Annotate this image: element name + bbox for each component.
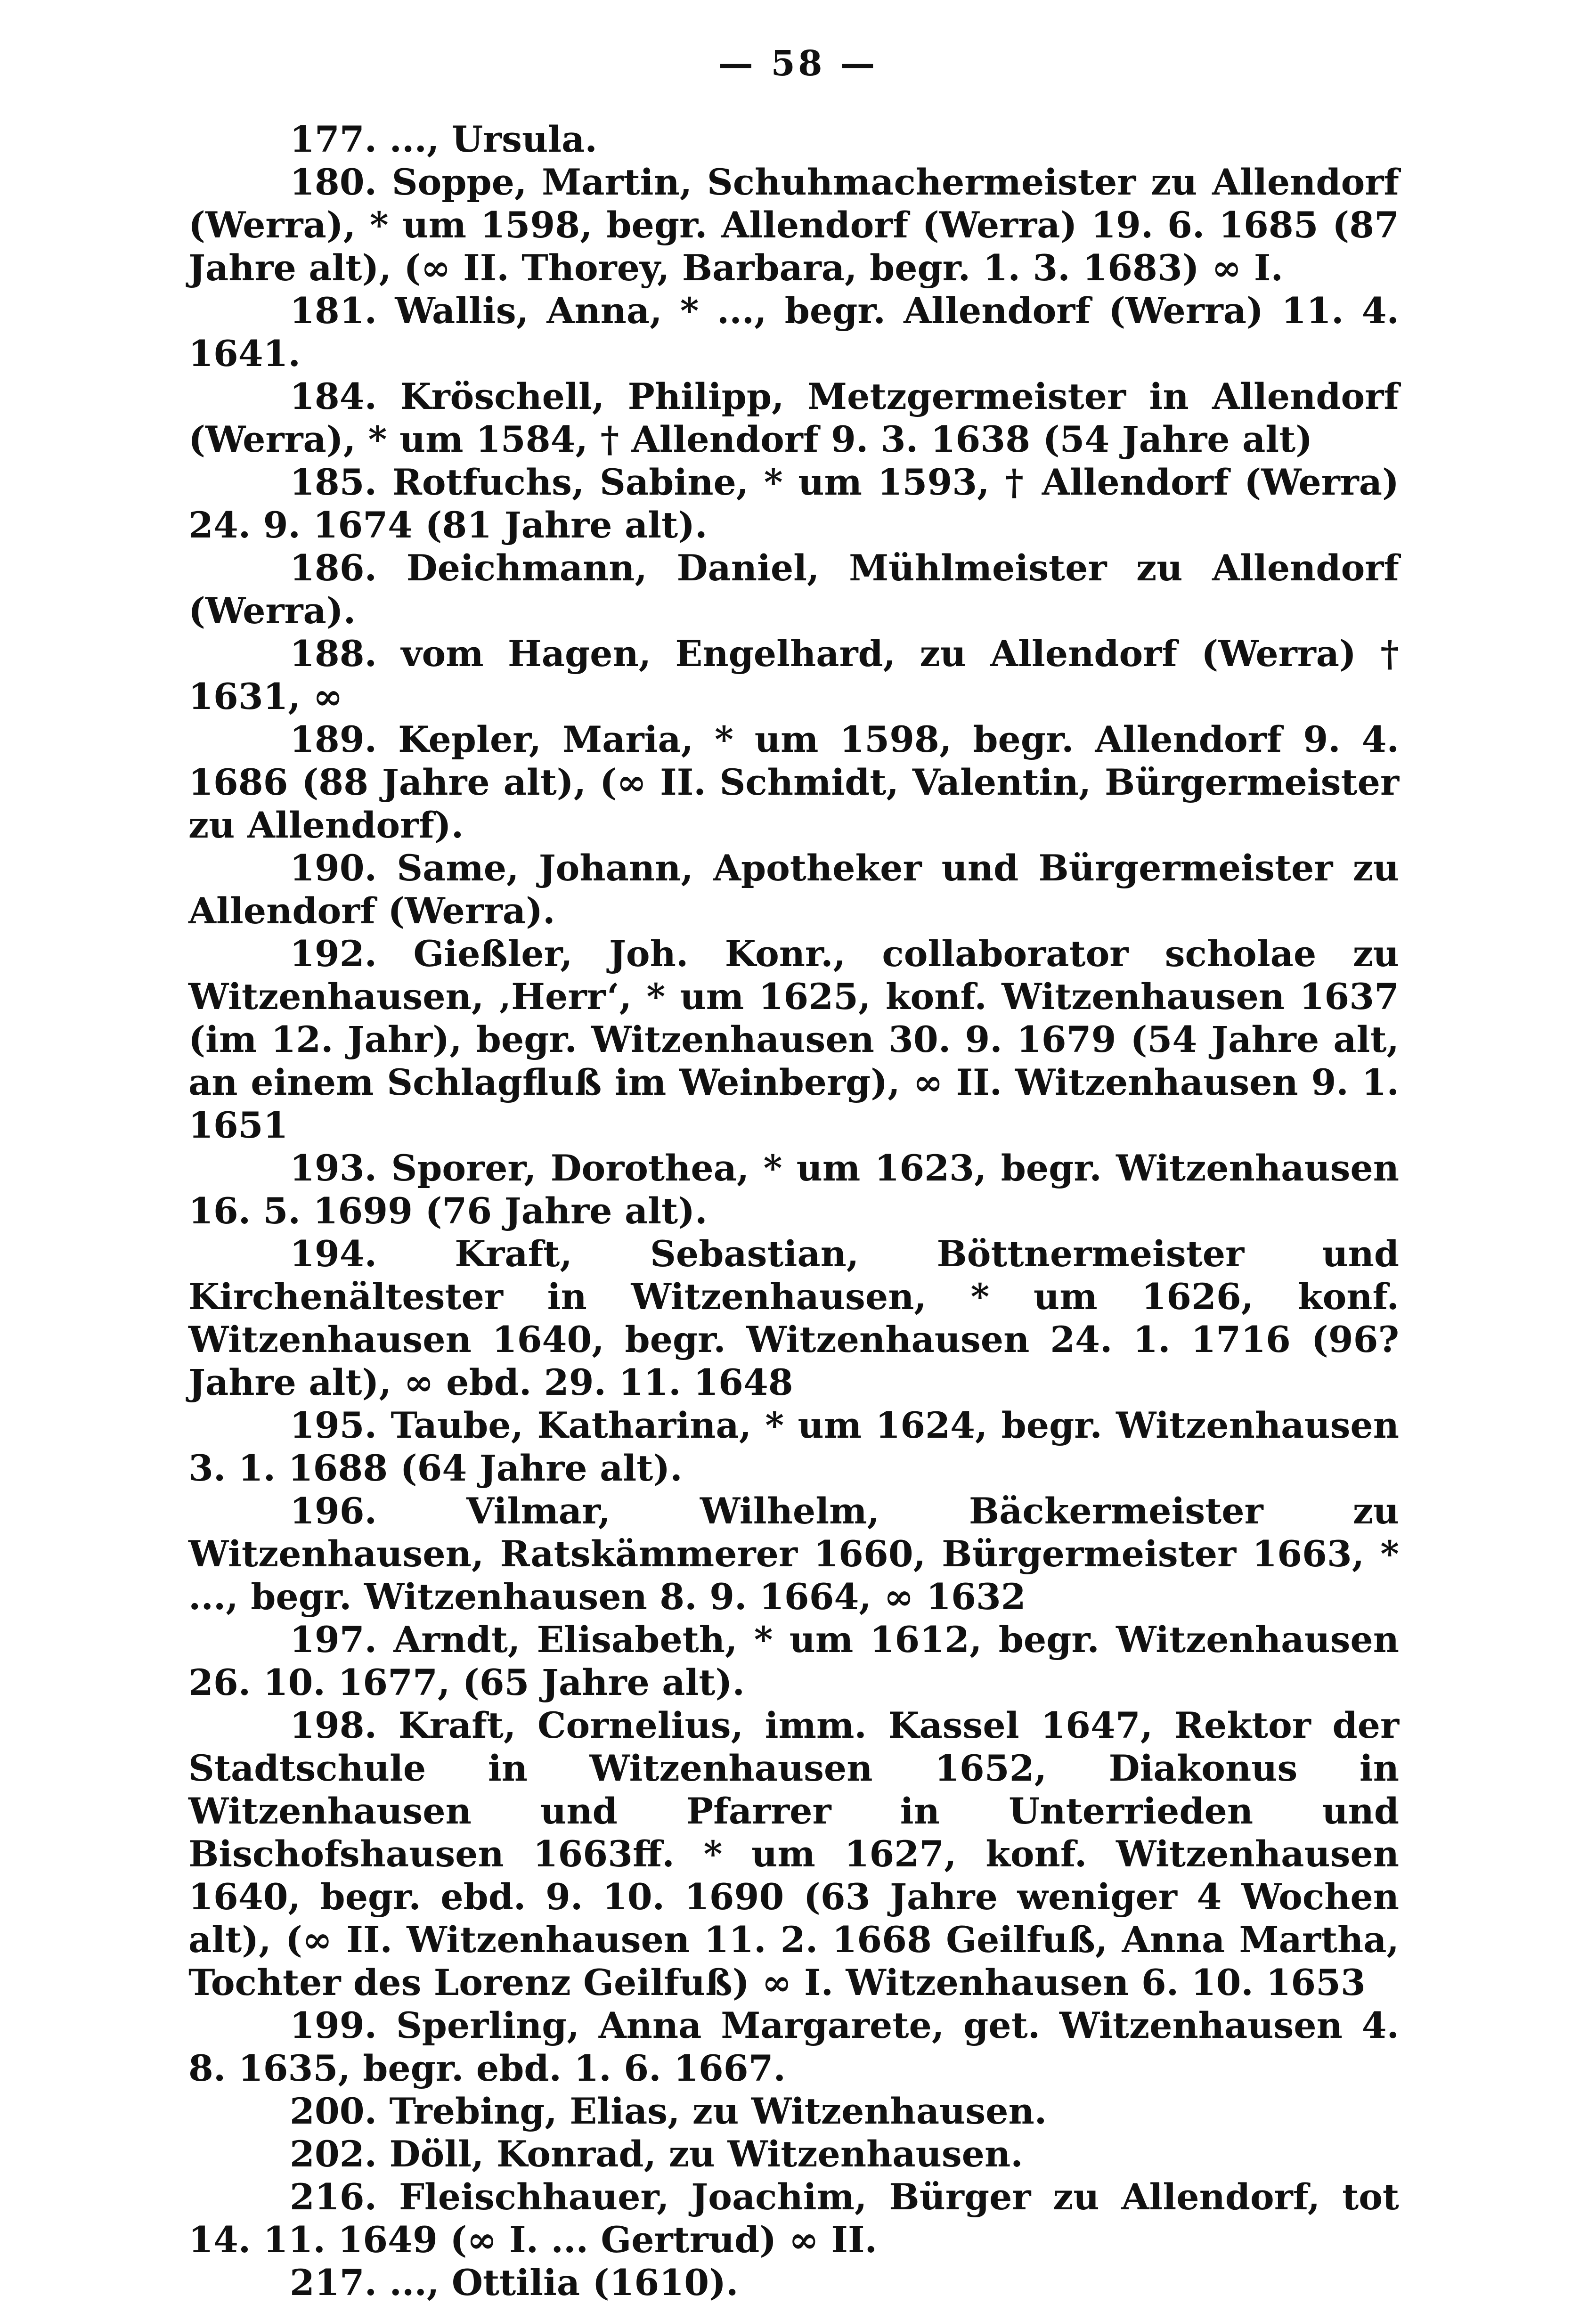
entry-184: 184. Kröschell, Philipp, Metzgermeister in Allendorf (Werra), * um 1584, † Allendorf 9. 3. 1638 (54 Jahre alt): [188, 375, 1399, 460]
entry-185: 185. Rotfuchs, Sabine, * um 1593, † Allendorf (Werra) 24. 9. 1674 (81 Jahre alt).: [188, 461, 1399, 546]
entry-190: 190. Same, Johann, Apotheker und Bürgermeister zu Allendorf (Werra).: [188, 847, 1399, 932]
page-number: — 58 —: [718, 43, 878, 84]
genealogy-entry-list: [188, 118, 1399, 2304]
entry-198: 198. Kraft, Cornelius, imm. Kassel 1647, Rektor der Stadtschule in Witzenhausen 1652, Diakonus in Witzenhausen und Pfarrer in Unterrieden und Bischofshausen 1663ff. * um 1627, konf. Witzenhausen 1640, begr. ebd. 9. 10. 1690 (63 Jahre weniger 4 Wochen alt), (∞ II. Witzenhausen 11. 2. 1668 Geilfuß, Anna Martha, Tochter des Lorenz Geilfuß) ∞ I. Witzenhausen 6. 10. 1653: [188, 1704, 1399, 2003]
entry-195: 195. Taube, Katharina, * um 1624, begr. Witzenhausen 3. 1. 1688 (64 Jahre alt).: [188, 1404, 1399, 1489]
entry-189: 189. Kepler, Maria, * um 1598, begr. Allendorf 9. 4. 1686 (88 Jahre alt), (∞ II. Schmidt, Valentin, Bürgermeister zu Allendorf).: [188, 718, 1399, 846]
entry-197: 197. Arndt, Elisabeth, * um 1612, begr. Witzenhausen 26. 10. 1677, (65 Jahre alt).: [188, 1619, 1399, 1703]
entry-193: 193. Sporer, Dorothea, * um 1623, begr. Witzenhausen 16. 5. 1699 (76 Jahre alt).: [188, 1147, 1399, 1232]
entry-216: 216. Fleischhauer, Joachim, Bürger zu Allendorf, tot 14. 11. 1649 (∞ I. ... Gertrud) ∞ II.: [188, 2176, 1399, 2261]
entry-188: 188. vom Hagen, Engelhard, zu Allendorf (Werra) † 1631, ∞: [188, 633, 1399, 717]
entry-181: 181. Wallis, Anna, * ..., begr. Allendorf (Werra) 11. 4. 1641.: [188, 290, 1399, 375]
entry-200: 200. Trebing, Elias, zu Witzenhausen.: [290, 2090, 1047, 2132]
entry-196: 196. Vilmar, Wilhelm, Bäckermeister zu Witzenhausen, Ratskämmerer 1660, Bürgermeister 1663, * ..., begr. Witzenhausen 8. 9. 1664, ∞ 1632: [188, 1490, 1399, 1618]
entry-194: 194. Kraft, Sebastian, Böttnermeister und Kirchenältester in Witzenhausen, * um 1626, konf. Witzenhausen 1640, begr. Witzenhausen 24. 1. 1716 (96? Jahre alt), ∞ ebd. 29. 11. 1648: [188, 1233, 1399, 1403]
entry-177: 177. ..., Ursula.: [290, 118, 597, 160]
entry-180: 180. Soppe, Martin, Schuhmachermeister zu Allendorf (Werra), * um 1598, begr. Allendorf (Werra) 19. 6. 1685 (87 Jahre alt), (∞ II. Thorey, Barbara, begr. 1. 3. 1683) ∞ I.: [188, 161, 1399, 289]
entry-217: 217. ..., Ottilia (1610).: [290, 2262, 739, 2304]
entry-199: 199. Sperling, Anna Margarete, get. Witzenhausen 4. 8. 1635, begr. ebd. 1. 6. 1667.: [188, 2004, 1399, 2089]
entry-202: 202. Döll, Konrad, zu Witzenhausen.: [290, 2133, 1023, 2175]
entry-186: 186. Deichmann, Daniel, Mühlmeister zu Allendorf (Werra).: [188, 547, 1399, 632]
entry-192: 192. Gießler, Joh. Konr., collaborator scholae zu Witzenhausen, ‚Herr‘, * um 1625, konf. Witzenhausen 1637 (im 12. Jahr), begr. Witzenhausen 30. 9. 1679 (54 Jahre alt, an einem Schlagfluß im Weinberg), ∞ II. Witzenhausen 9. 1. 1651: [188, 933, 1399, 1146]
